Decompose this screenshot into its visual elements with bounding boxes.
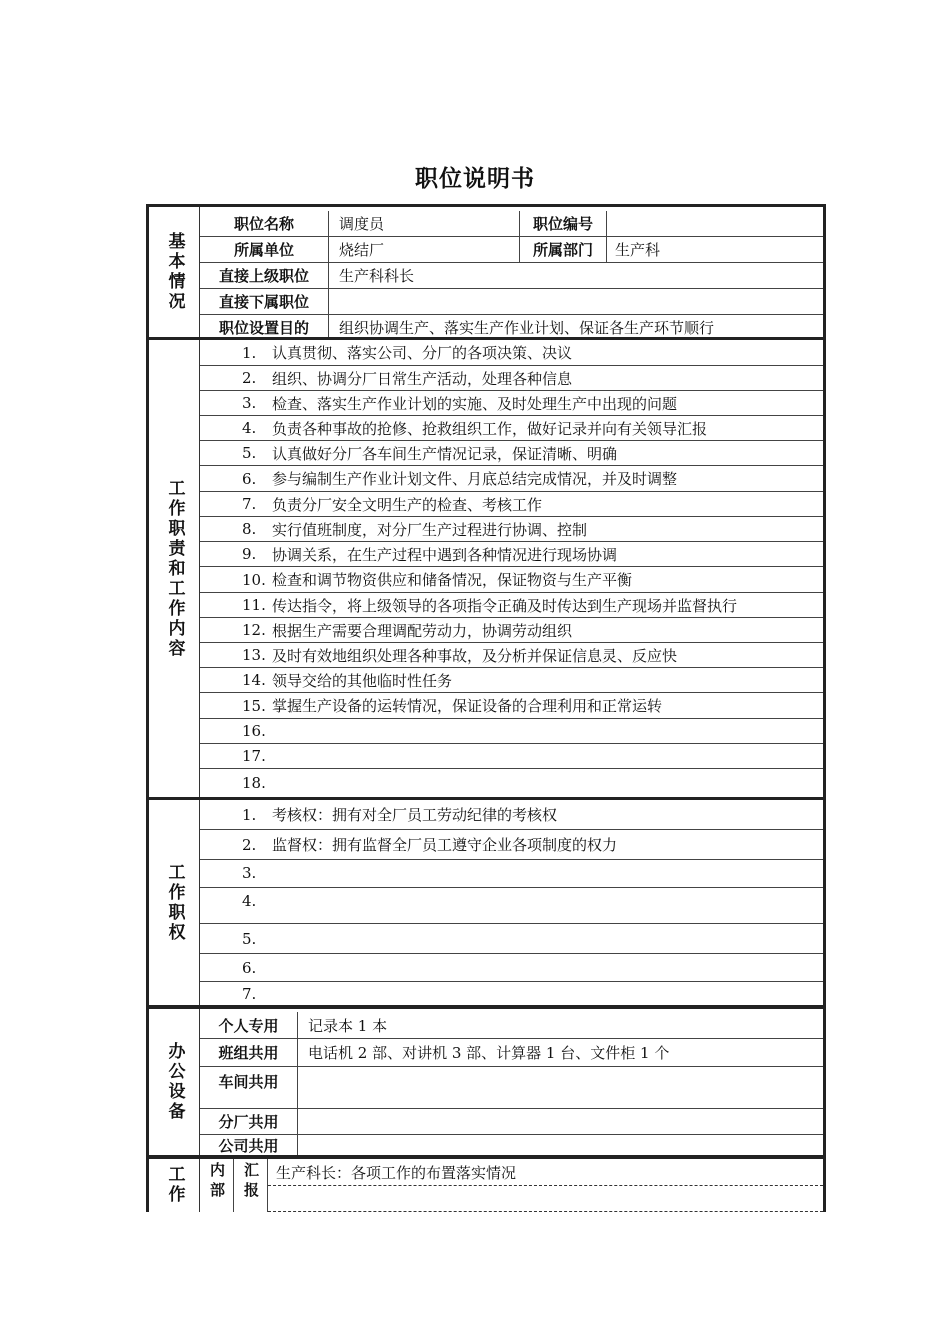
inner-label-cell [200,1159,234,1212]
list-item: 1. 考核权：拥有对全厂员工劳动纪律的考核权 [200,800,823,830]
basic-info-section [146,204,826,340]
authority-list [200,800,823,1005]
duties-label-cell [149,340,200,797]
duties-list [200,340,823,797]
list-item: 5. 认真做好分厂各车间生产情况记录，保证清晰、明确 [200,441,823,466]
list-item: 4. [200,888,823,924]
superior-label: 直接上级职位 [200,263,329,288]
list-item: 5. [200,924,823,954]
unit-label: 所属单位 [200,237,329,262]
job-code-value [607,211,823,236]
list-item: 8. 实行值班制度，对分厂生产过程进行协调、控制 [200,517,823,542]
list-item: 16. [200,719,823,744]
relations-label: 工作 [164,1165,185,1205]
list-item: 7. [242,984,257,1003]
report-line-1: 生产科长：各项工作的布置落实情况 [268,1159,823,1186]
subordinate-value [329,289,823,314]
job-name-label: 职位名称 [200,211,329,236]
basic-row-unit [200,237,823,263]
basic-info-label: 基本情况 [164,232,185,312]
basic-row-subordinate [200,289,823,315]
basic-row-superior [200,263,823,289]
duties-label: 工作职责和工作内容 [164,478,185,659]
subordinate-label: 直接下属职位 [200,289,329,314]
list-item: 1. 认真贯彻、落实公司、分厂的各项决策、决议 [200,340,823,366]
equipment-label-cell [149,1009,200,1155]
list-item: 13. 及时有效地组织处理各种事故，及分析并保证信息灵、反应快 [200,643,823,668]
list-item: 4. 负责各种事故的抢修、抢救组织工作，做好记录并向有关领导汇报 [200,416,823,441]
job-code-label: 职位编号 [520,211,607,236]
list-item: 10. 检查和调节物资供应和储备情况，保证物资与生产平衡 [200,567,823,593]
dept-label: 所属部门 [520,237,607,262]
report-label: 汇报 [242,1162,260,1202]
authority-section [146,797,826,1008]
table-row: 公司共用 [200,1135,823,1155]
table-row: 分厂共用 [200,1109,823,1135]
inner-label: 内部 [208,1162,226,1202]
basic-info-label-cell [149,207,200,337]
list-item: 6. 参与编制生产作业计划文件、月底总结完成情况，并及时调整 [200,466,823,492]
basic-row-name [200,211,823,237]
dept-value: 生产科 [615,241,661,259]
list-item: 17. [200,744,823,769]
table-row: 班组共用 电话机 2 部、对讲机 3 部、计算器 1 台、文件柜 1 个 [200,1039,823,1067]
list-item: 7. 负责分厂安全文明生产的检查、考核工作 [200,492,823,517]
list-item: 3. 检查、落实生产作业计划的实施、及时处理生产中出现的问题 [200,391,823,416]
report-label-cell [234,1159,268,1212]
job-name-value: 调度员 [329,211,520,236]
list-item: 9. 协调关系，在生产过程中遇到各种情况进行现场协调 [200,542,823,567]
unit-value: 烧结厂 [329,237,520,262]
relations-section [146,1156,826,1212]
list-item: 18. [242,774,266,792]
superior-value: 生产科科长 [339,267,415,285]
list-item: 3. [200,860,823,888]
list-item: 11. 传达指令，将上级领导的各项指令正确及时传达到生产现场并监督执行 [200,593,823,618]
relations-label-cell [149,1159,200,1212]
authority-label-cell [149,800,200,1005]
list-item: 2. 监督权：拥有监督全厂员工遵守企业各项制度的权力 [200,830,823,860]
list-item: 14. 领导交给的其他临时性任务 [200,668,823,693]
list-item: 12. 根据生产需要合理调配劳动力，协调劳动组织 [200,618,823,643]
equipment-table [200,1009,823,1155]
purpose-value: 组织协调生产、落实生产作业计划、保证各生产环节顺行 [339,319,715,337]
report-line-2 [268,1186,823,1212]
purpose-label: 职位设置目的 [200,315,329,340]
authority-label: 工作职权 [164,862,185,943]
list-item: 6. [200,954,823,982]
duties-section [146,337,826,800]
table-row: 车间共用 [200,1067,823,1109]
list-item: 2. 组织、协调分厂日常生产活动，处理各种信息 [200,366,823,391]
equipment-section [146,1006,826,1158]
equipment-label: 办公设备 [164,1042,185,1122]
table-row: 个人专用 记录本 1 本 [200,1012,823,1039]
page-title: 职位说明书 [415,166,535,192]
list-item: 15. 掌握生产设备的运转情况，保证设备的合理利用和正常运转 [200,693,823,719]
